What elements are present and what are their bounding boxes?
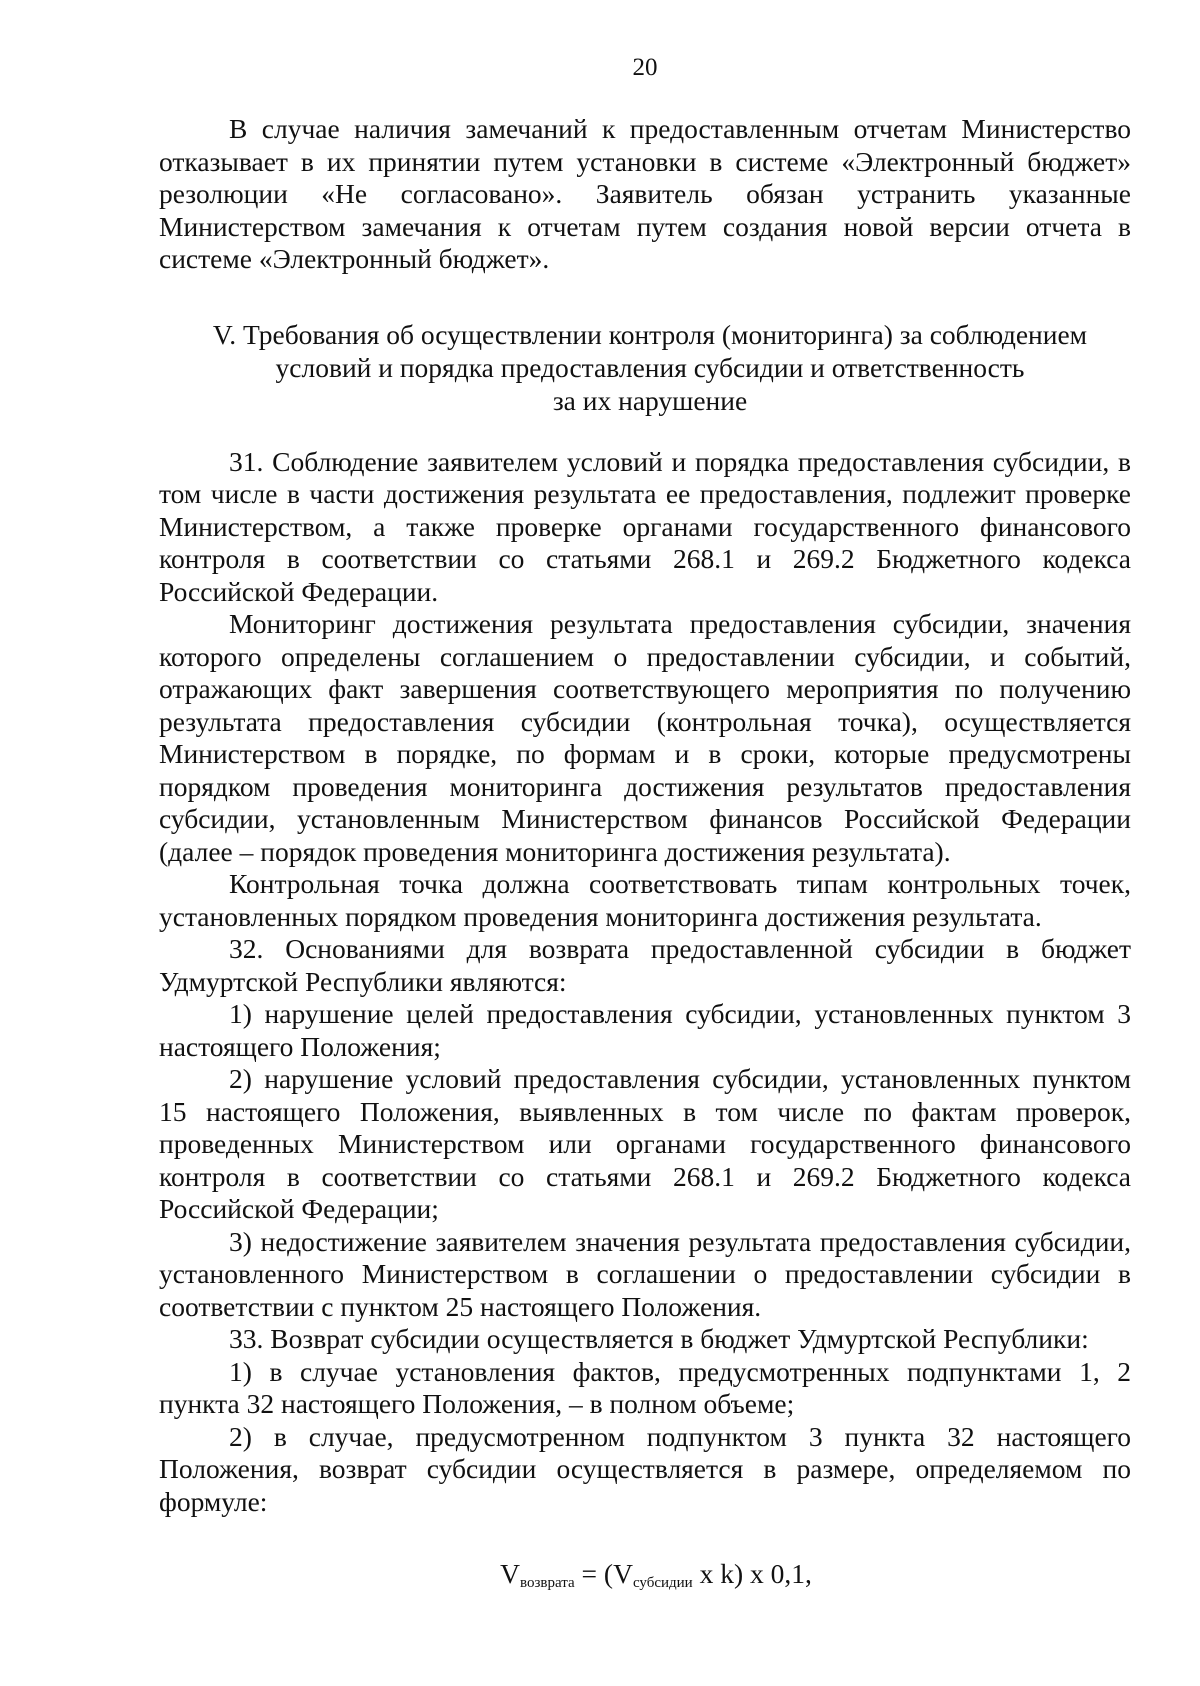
page-number: 20 xyxy=(632,54,658,81)
document-body xyxy=(159,113,1131,1600)
formula xyxy=(159,1558,1131,1600)
formula-subscript: субсидии xyxy=(632,1575,693,1591)
list-item: 2) в случае, предусмотренном подпунктом 3 пункта 32 настоящего Положения, возврат субсидии осуществляется в размере, определяемом по формуле: xyxy=(159,1420,1131,1517)
paragraph-31: 31. Соблюдение заявителем условий и порядка предоставления субсидии, в том числе в части достижения результата ее предоставления, подлежит проверке Министерством, а также проверке органами государственного финансового контроля в соответствии со статьями 268.1 и 269.2 Бюджетного кодекса Российской Федерации. xyxy=(159,445,1131,607)
formula-v: V xyxy=(500,1558,520,1589)
paragraph: Мониторинг достижения результата предоставления субсидии, значения которого определены соглашением о предоставлении субсидии, и событий, отражающих факт завершения соответствующего мероприятия по получению результата предоставления субсидии (контрольная точка), осуществляется Министерством в порядке, по формам и в сроки, которые предусмотрены порядком проведения мониторинга достижения результатов предоставления субсидии, установленным Министерством финансов Российской Федерации (далее – порядок проведения мониторинга достижения результата). xyxy=(159,608,1131,867)
list-item: 3) недостижение заявителем значения результата предоставления субсидии, установленного Министерством в соглашении о предоставлении субсидии в соответствии с пунктом 25 настоящего Положения. xyxy=(159,1225,1131,1322)
section-heading-line: V. Требования об осуществлении контроля (мониторинга) за соблюдением xyxy=(212,318,1088,350)
section-heading-line: условий и порядка предоставления субсидии и ответственность xyxy=(275,351,1025,383)
list-item: 1) в случае установления фактов, предусмотренных подпунктами 1, 2 пункта 32 настоящего Положения, – в полном объеме; xyxy=(159,1355,1131,1419)
section-heading xyxy=(159,318,1131,417)
paragraph: В случае наличия замечаний к предоставленным отчетам Министерство отказывает в их принятии путем установки в системе «Электронный бюджет» резолюции «Не согласовано». Заявитель обязан устранить указанные Министерством замечания к отчетам путем создания новой версии отчета в системе «Электронный бюджет». xyxy=(159,113,1131,274)
formula-subscript: возврата xyxy=(520,1575,575,1591)
section-heading-line: за их нарушение xyxy=(552,384,748,416)
paragraph: Контрольная точка должна соответствовать типам контрольных точек, установленных порядком проведения мониторинга достижения результата. xyxy=(159,868,1131,932)
paragraph-33: 33. Возврат субсидии осуществляется в бюджет Удмуртской Республики: xyxy=(229,1323,1089,1354)
formula-part: x k) x 0,1, xyxy=(692,1558,812,1589)
list-item: 2) нарушение условий предоставления субсидии, установленных пунктом 15 настоящего Положения, выявленных в том числе по фактам проверок, проведенных Министерством или органами государственного финансового контроля в соответствии со статьями 268.1 и 269.2 Бюджетного кодекса Российской Федерации; xyxy=(159,1063,1131,1224)
formula-part: = (V xyxy=(574,1558,633,1589)
list-item: 1) нарушение целей предоставления субсидии, установленных пунктом 3 настоящего Положения; xyxy=(159,998,1131,1062)
paragraph-32: 32. Основаниями для возврата предоставленной субсидии в бюджет Удмуртской Республики являются: xyxy=(159,933,1131,997)
